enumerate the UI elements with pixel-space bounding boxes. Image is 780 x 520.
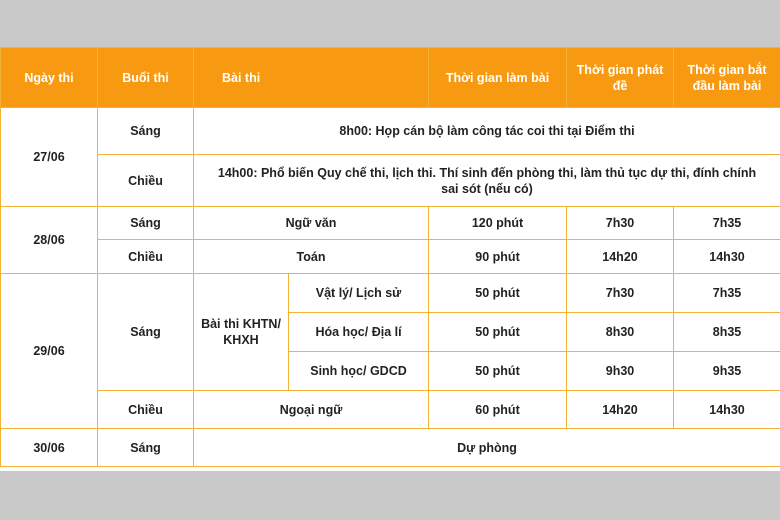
table-row: [1, 155, 780, 207]
date-cell: 28/06: [1, 207, 98, 274]
table-row: [1, 274, 780, 313]
session-cell: Chiều: [98, 155, 194, 207]
header-exam-label: Bài thi: [222, 70, 261, 85]
subject-cell: Vật lý/ Lịch sử: [289, 274, 429, 313]
subject-cell: Hóa học/ Địa lí: [289, 313, 429, 352]
start-time-cell: 14h30: [674, 240, 780, 274]
date-cell: 27/06: [1, 108, 98, 207]
table-row: [1, 207, 780, 240]
exam-group-cell: Bài thi KHTN/ KHXH: [194, 274, 289, 391]
start-time-cell: 8h35: [674, 313, 780, 352]
exam-schedule-table: [0, 47, 780, 467]
duration-cell: 60 phút: [429, 391, 567, 429]
start-time-cell: 14h30: [674, 391, 780, 429]
exam-cell: Ngoại ngữ: [194, 391, 429, 429]
session-cell: Sáng: [98, 429, 194, 467]
exam-cell: Ngữ văn: [194, 207, 429, 240]
release-time-cell: 9h30: [567, 352, 674, 391]
header-exam: [194, 48, 429, 108]
session-cell: Chiều: [98, 391, 194, 429]
date-cell: 29/06: [1, 274, 98, 429]
note-cell: 14h00: Phổ biến Quy chế thi, lịch thi. Thí sinh đến phòng thi, làm thủ tục dự thi, đính chính sai sót (nếu có): [194, 155, 780, 207]
table-row: [1, 429, 780, 467]
header-row: [1, 48, 780, 108]
note-cell: 8h00: Họp cán bộ làm công tác coi thi tại Điểm thi: [194, 108, 780, 155]
release-time-cell: 7h30: [567, 207, 674, 240]
start-time-cell: 7h35: [674, 274, 780, 313]
header-release-time: Thời gian phát đề: [567, 48, 674, 108]
release-time-cell: 8h30: [567, 313, 674, 352]
release-time-cell: 14h20: [567, 240, 674, 274]
duration-cell: 90 phút: [429, 240, 567, 274]
duration-cell: 50 phút: [429, 274, 567, 313]
start-time-cell: 7h35: [674, 207, 780, 240]
header-start-time: Thời gian bắt đầu làm bài: [674, 48, 780, 108]
schedule-sheet: [0, 47, 780, 471]
header-duration: Thời gian làm bài: [429, 48, 567, 108]
session-cell: Chiều: [98, 240, 194, 274]
release-time-cell: 14h20: [567, 391, 674, 429]
start-time-cell: 9h35: [674, 352, 780, 391]
duration-cell: 50 phút: [429, 313, 567, 352]
duration-cell: 120 phút: [429, 207, 567, 240]
duration-cell: 50 phút: [429, 352, 567, 391]
session-cell: Sáng: [98, 108, 194, 155]
table-row: [1, 240, 780, 274]
header-session: Buổi thi: [98, 48, 194, 108]
note-cell: Dự phòng: [194, 429, 780, 467]
release-time-cell: 7h30: [567, 274, 674, 313]
header-date: Ngày thi: [1, 48, 98, 108]
session-cell: Sáng: [98, 274, 194, 391]
table-row: [1, 391, 780, 429]
table-row: [1, 108, 780, 155]
subject-cell: Sinh học/ GDCD: [289, 352, 429, 391]
session-cell: Sáng: [98, 207, 194, 240]
date-cell: 30/06: [1, 429, 98, 467]
exam-cell: Toán: [194, 240, 429, 274]
